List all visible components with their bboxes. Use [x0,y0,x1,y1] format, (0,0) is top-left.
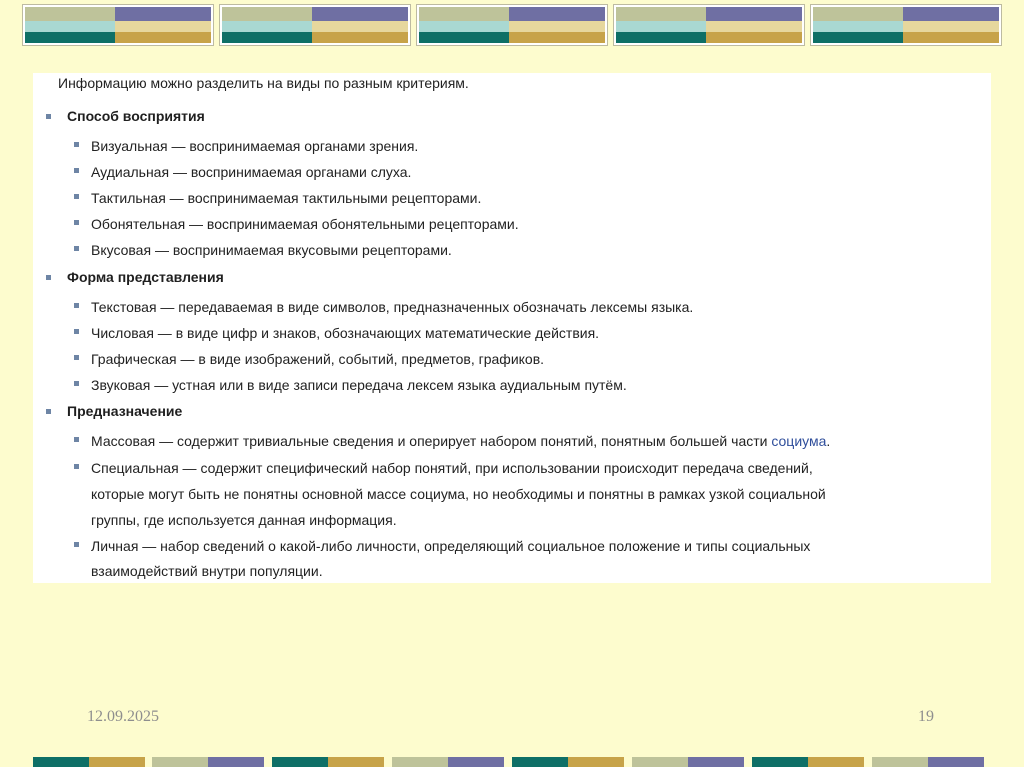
intro-text: Информацию можно разделить на виды по разным критериям. [58,75,469,91]
list-item: Визуальная — воспринимаемая органами зрения. [91,138,419,154]
decorative-tile [22,4,214,46]
list-item-text: . [826,433,831,449]
bullet-icon [74,355,79,360]
decorative-strip [272,757,384,767]
list-item [91,433,830,449]
top-decorative-band [0,0,1024,52]
decorative-tile [416,4,608,46]
bullet-icon [74,168,79,173]
list-item: Тактильная — воспринимаемая тактильными рецепторами. [91,190,482,206]
slide-date: 12.09.2025 [87,708,159,725]
category-title: Предназначение [67,403,183,419]
list-item-line: Личная — набор сведений о какой-либо личности, определяющий социальное положение и типы социальных [91,538,811,554]
content-panel [33,73,991,583]
decorative-tile [810,4,1002,46]
bullet-icon [74,464,79,469]
decorative-tile [219,4,411,46]
list-item: Аудиальная — воспринимаемая органами слуха. [91,164,412,180]
bullet-icon [74,246,79,251]
slide-number: 19 [918,708,934,725]
decorative-strip [872,757,984,767]
bullet-icon [74,381,79,386]
bullet-icon [74,194,79,199]
decorative-strip [632,757,744,767]
socium-link[interactable]: социума [771,433,827,449]
bottom-decorative-band [0,757,1024,767]
list-item-line: которые могут быть не понятны основной массе социума, но необходимы и понятны в рамках узкой социальной [91,486,826,502]
decorative-strip [152,757,264,767]
list-item-text: Массовая — содержит тривиальные сведения и оперирует набором понятий, понятным большей части [91,433,772,449]
decorative-strip [392,757,504,767]
list-item: Обонятельная — воспринимаемая обонятельными рецепторами. [91,216,519,232]
decorative-strip [752,757,864,767]
decorative-tile [613,4,805,46]
list-item: Графическая — в виде изображений, событий, предметов, графиков. [91,351,545,367]
bullet-icon [46,409,51,414]
list-item: Звуковая — устная или в виде записи передача лексем языка аудиальным путём. [91,377,627,393]
bullet-icon [74,220,79,225]
bullet-icon [46,114,51,119]
bullet-icon [74,142,79,147]
category-title: Форма представления [67,269,224,285]
list-item-line: группы, где используется данная информация. [91,512,397,528]
bullet-icon [46,275,51,280]
list-item: Числовая — в виде цифр и знаков, обозначающих математические действия. [91,325,600,341]
list-item-line: Специальная — содержит специфический набор понятий, при использовании происходит передача сведений, [91,460,813,476]
list-item: Вкусовая — воспринимаемая вкусовыми рецепторами. [91,242,452,258]
list-item-line: взаимодействий внутри популяции. [91,563,323,579]
category-title: Способ восприятия [67,108,205,124]
list-item: Текстовая — передаваемая в виде символов, предназначенных обозначать лексемы языка. [91,299,694,315]
bullet-icon [74,542,79,547]
decorative-strip [512,757,624,767]
bullet-icon [74,437,79,442]
bullet-icon [74,329,79,334]
decorative-strip [33,757,145,767]
bullet-icon [74,303,79,308]
